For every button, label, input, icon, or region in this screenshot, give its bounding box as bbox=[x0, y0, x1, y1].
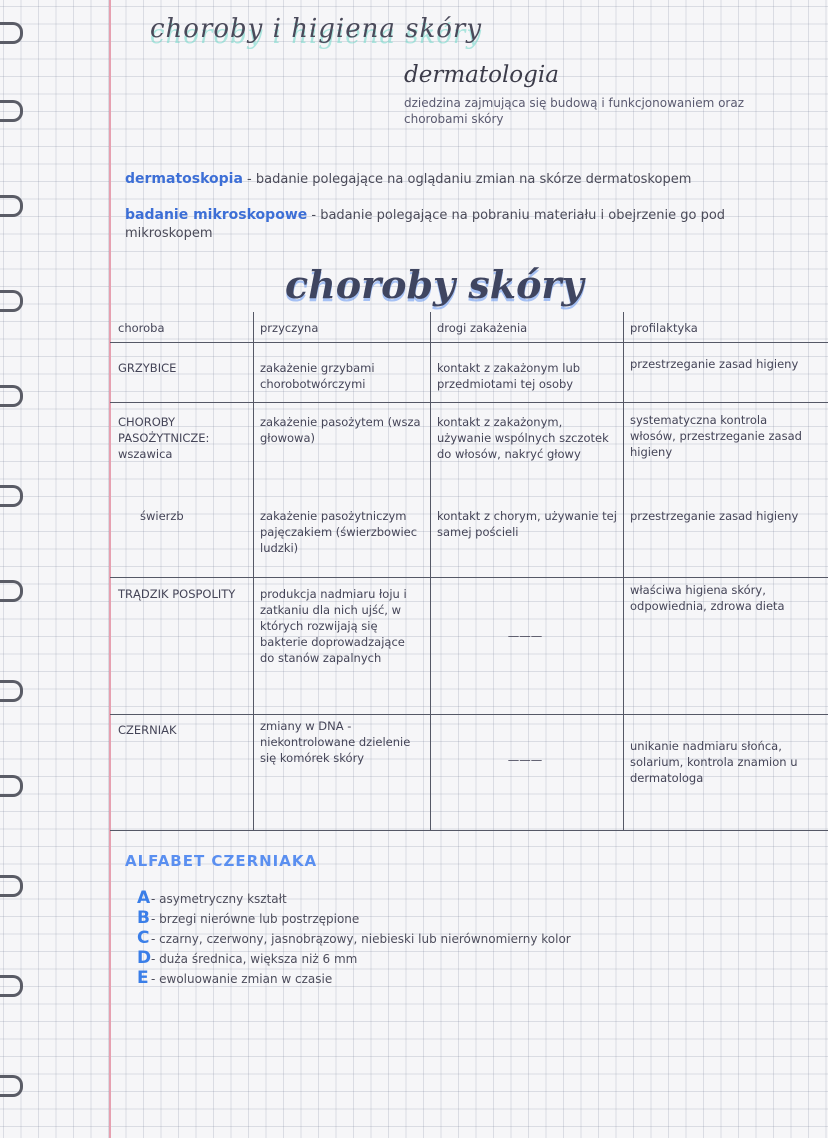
list-letter: D bbox=[137, 948, 152, 968]
table-cell: przestrzeganie zasad higieny bbox=[630, 357, 799, 371]
binding-ring bbox=[0, 680, 23, 702]
table-cell: CHOROBY PASOŻYTNICZE: wszawica bbox=[118, 415, 210, 461]
table-rule bbox=[110, 714, 828, 715]
table-header: profilaktyka bbox=[630, 321, 698, 335]
binding-ring bbox=[0, 775, 23, 797]
table-cell: GRZYBICE bbox=[118, 361, 177, 375]
table-cell: świerzb bbox=[140, 509, 184, 523]
table-cell: kontakt z chorym, używanie tej samej pościeli bbox=[437, 509, 617, 539]
table-cell: kontakt z zakażonym, używanie wspólnych szczotek do włosów, nakryć głowy bbox=[437, 415, 609, 461]
list-letter: A bbox=[137, 888, 151, 908]
binding-ring bbox=[0, 290, 23, 312]
table-header: przyczyna bbox=[260, 321, 319, 335]
table-cell: zakażenie pasożytniczym pajęczakiem (świerzbowiec ludzki) bbox=[260, 509, 418, 555]
table-rule bbox=[430, 312, 431, 830]
table-rule bbox=[110, 577, 828, 578]
table-cell: systematyczna kontrola włosów, przestrzeganie zasad higieny bbox=[630, 413, 802, 459]
binding-ring bbox=[0, 485, 23, 507]
term-dermatoscopy bbox=[125, 170, 805, 189]
section-heading: choroby skóry bbox=[285, 262, 584, 307]
term-microscopy bbox=[125, 206, 805, 243]
dermatology-word: dermatologia bbox=[404, 62, 559, 88]
table-cell: unikanie nadmiaru słońca, solarium, kontrola znamion u dermatologa bbox=[630, 739, 798, 785]
table-cell: CZERNIAK bbox=[118, 723, 177, 737]
table-rule bbox=[110, 342, 828, 343]
binding-ring bbox=[0, 195, 23, 217]
binding-ring bbox=[0, 22, 23, 44]
table-cell: ——— bbox=[507, 629, 543, 643]
list-item bbox=[137, 970, 332, 987]
binding-ring bbox=[0, 580, 23, 602]
dermatology-definition: dziedzina zajmująca się budową i funkcjonowaniem oraz chorobami skóry bbox=[404, 96, 745, 126]
table-cell: właściwa higiena skóry, odpowiednia, zdrowa dieta bbox=[630, 583, 785, 613]
table-rule bbox=[623, 312, 624, 830]
binding-ring bbox=[0, 1075, 23, 1097]
list-item bbox=[137, 950, 357, 967]
table-rule bbox=[110, 402, 828, 403]
list-letter: E bbox=[137, 968, 149, 988]
diseases-table bbox=[110, 312, 828, 832]
list-item bbox=[137, 910, 359, 927]
binding-ring bbox=[0, 385, 23, 407]
table-cell: produkcja nadmiaru łoju i zatkaniu dla nich ujść, w których rozwijają się bakterie doprowadzające do stanów zapalnych bbox=[260, 587, 407, 665]
spiral-binding bbox=[0, 0, 22, 1138]
term-label: dermatoskopia bbox=[125, 171, 243, 187]
list-text: - duża średnica, większa niż 6 mm bbox=[151, 952, 358, 966]
list-text: - brzegi nierówne lub postrzępione bbox=[151, 912, 360, 926]
table-cell: TRĄDZIK POSPOLITY bbox=[118, 587, 236, 601]
list-item bbox=[137, 890, 287, 907]
table-cell: ——— bbox=[507, 753, 543, 767]
table-cell: kontakt z zakażonym lub przedmiotami tej osoby bbox=[437, 361, 581, 391]
binding-ring bbox=[0, 100, 23, 122]
binding-ring bbox=[0, 975, 23, 997]
table-cell: zakażenie pasożytem (wsza głowowa) bbox=[260, 415, 421, 445]
table-cell: zmiany w DNA - niekontrolowane dzielenie się komórek skóry bbox=[260, 719, 411, 765]
table-rule bbox=[110, 830, 828, 831]
table-cell: przestrzeganie zasad higieny bbox=[630, 509, 799, 523]
melanoma-alphabet-heading: ALFABET CZERNIAKA bbox=[125, 852, 318, 870]
table-header: choroba bbox=[118, 321, 165, 335]
table-cell: zakażenie grzybami chorobotwórczymi bbox=[260, 361, 375, 391]
list-text: - ewoluowanie zmian w czasie bbox=[151, 972, 333, 986]
table-rule bbox=[253, 312, 254, 830]
list-text: - asymetryczny kształt bbox=[151, 892, 287, 906]
page-title: choroby i higiena skóry bbox=[150, 14, 483, 44]
term-definition: - badanie polegające na oglądaniu zmian na skórze dermatoskopem bbox=[242, 172, 692, 187]
table-header: drogi zakażenia bbox=[437, 321, 528, 335]
term-definition: - badanie polegające na pobraniu materiału i obejrzenie go pod mikroskopem bbox=[125, 208, 726, 241]
list-text: - czarny, czerwony, jasnobrązowy, niebieski lub nierównomierny kolor bbox=[151, 932, 571, 946]
list-letter: C bbox=[137, 928, 150, 948]
list-item bbox=[137, 930, 571, 947]
binding-ring bbox=[0, 875, 23, 897]
list-letter: B bbox=[137, 908, 150, 928]
term-label: badanie mikroskopowe bbox=[125, 207, 308, 223]
